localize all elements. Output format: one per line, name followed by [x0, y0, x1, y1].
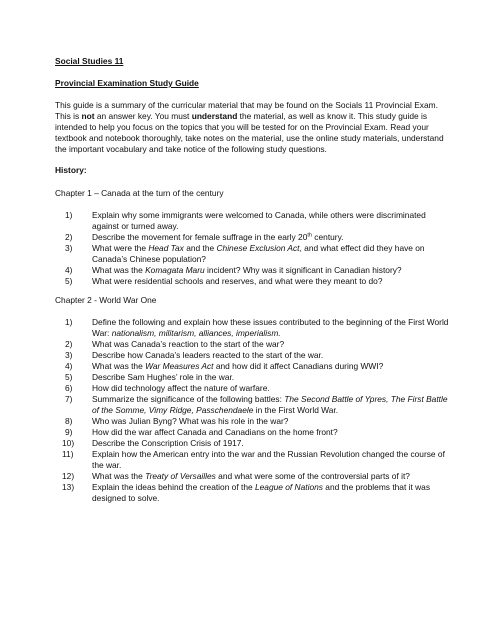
item-text: Describe the movement for female suffrage in the early 20 [92, 232, 308, 242]
item-number: 4) [65, 361, 73, 371]
history-heading: History: [55, 165, 87, 175]
item-number: 1) [65, 317, 73, 327]
item-italic: nationalism, militarism, alliances, imperialism. [111, 328, 281, 338]
item-text: and the [183, 243, 217, 253]
intro-text: the material, as well as know it. This study guide is intended to help you focus on the topics that you will be tested for on the Provincial Exam. Read your textbook and notebook thoroughly, take notes on the material, use the online study materials, understand the important vocabulary and take notice of the following study questions. [55, 111, 444, 154]
item-italic: Chinese Exclusion Act, [216, 243, 302, 253]
intro-emphasis-not: not [81, 111, 95, 121]
item-text: What was Canada’s reaction to the start of the war? [92, 339, 285, 349]
chapter1-heading: Chapter 1 – Canada at the turn of the century [55, 188, 224, 198]
list-item [55, 471, 455, 482]
course-title: Social Studies 11 [55, 56, 124, 66]
list-item [55, 339, 455, 350]
item-italic: Treaty of Versailles [145, 471, 216, 481]
chapter2-questions [55, 317, 455, 504]
item-number: 12) [62, 471, 75, 481]
item-text: Describe how Canada’s leaders reacted to the start of the war. [92, 350, 324, 360]
list-item [55, 449, 455, 471]
item-text: Who was Julian Byng? What was his role in the war? [92, 416, 289, 426]
list-item [55, 416, 455, 427]
item-italic: Komagata Maru [145, 265, 205, 275]
item-text: century. [311, 232, 344, 242]
list-item [55, 210, 455, 232]
item-number: 11) [62, 449, 74, 459]
list-item [55, 438, 455, 449]
item-text: What were residential schools and reserves, and what were they meant to do? [92, 276, 383, 286]
item-text: What was the [92, 471, 146, 481]
list-item [55, 383, 455, 394]
item-text: and how did it affect Canadians during WWI? [213, 361, 384, 371]
item-text: and what were some of the controversial parts of it? [215, 471, 410, 481]
list-item [55, 394, 455, 416]
item-number: 4) [65, 265, 73, 275]
item-text: Summarize the significance of the following battles: [92, 394, 285, 404]
item-text: How did the war affect Canada and Canadians on the home front? [92, 427, 338, 437]
item-number: 3) [65, 350, 73, 360]
item-number: 3) [65, 243, 73, 253]
intro-emphasis-understand: understand [191, 111, 238, 121]
chapter1-questions [55, 210, 455, 287]
item-text: What were the [92, 243, 149, 253]
item-italic: The Second Battle of Ypres, The First Battle of the Somme, Vimy Ridge, Passchendaele [92, 394, 448, 415]
item-text: in the First World War. [253, 405, 339, 415]
list-item [55, 276, 455, 287]
item-text: Explain why some immigrants were welcomed to Canada, while others were discriminated against or turned away. [92, 210, 426, 231]
item-number: 1) [65, 210, 73, 220]
item-text: What was the [92, 265, 146, 275]
list-item [55, 361, 455, 372]
list-item [55, 243, 455, 265]
intro-paragraph [55, 100, 455, 155]
list-item [55, 317, 455, 339]
list-item [55, 350, 455, 361]
list-item [55, 427, 455, 438]
item-number: 2) [65, 339, 73, 349]
item-number: 9) [65, 427, 73, 437]
item-text: and what effect did they have on Canada’s Chinese population? [92, 243, 425, 264]
item-number: 13) [62, 482, 75, 492]
item-text: What was the [92, 361, 146, 371]
item-number: 2) [65, 232, 73, 242]
list-item [55, 265, 455, 276]
item-text: Describe Sam Hughes’ role in the war. [92, 372, 235, 382]
item-text: How did technology affect the nature of warfare. [92, 383, 270, 393]
document-page [55, 56, 455, 504]
item-text: Describe the Conscription Crisis of 1917. [92, 438, 244, 448]
intro-text: This guide is a summary of the curricular material that may be found on the Socials 11 Provincial Exam. This is [55, 100, 438, 121]
item-italic: Head Tax [148, 243, 184, 253]
item-text: Explain how the American entry into the war and the Russian Revolution changed the course of the war. [92, 449, 445, 470]
item-italic: League of Nations [254, 482, 323, 492]
item-number: 7) [65, 394, 73, 404]
item-number: 5) [65, 276, 73, 286]
item-text: Explain the ideas behind the creation of the [92, 482, 255, 492]
item-number: 6) [65, 383, 73, 393]
list-item [55, 482, 455, 504]
item-number: 5) [65, 372, 73, 382]
item-text: and the problems that it was designed to solve. [92, 482, 431, 503]
item-text: Define the following and explain how these issues contributed to the beginning of the First World War: [92, 317, 449, 338]
item-number: 8) [65, 416, 73, 426]
guide-title: Provincial Examination Study Guide [55, 78, 199, 88]
item-italic: War Measures Act [145, 361, 214, 371]
item-number: 10) [62, 438, 75, 448]
ordinal-superscript: th [307, 232, 312, 239]
chapter2-heading: Chapter 2 - World War One [55, 295, 157, 305]
intro-text: an answer key. You must [94, 111, 192, 121]
list-item [55, 232, 455, 243]
item-text: incident? Why was it significant in Canadian history? [204, 265, 402, 275]
list-item [55, 372, 455, 383]
